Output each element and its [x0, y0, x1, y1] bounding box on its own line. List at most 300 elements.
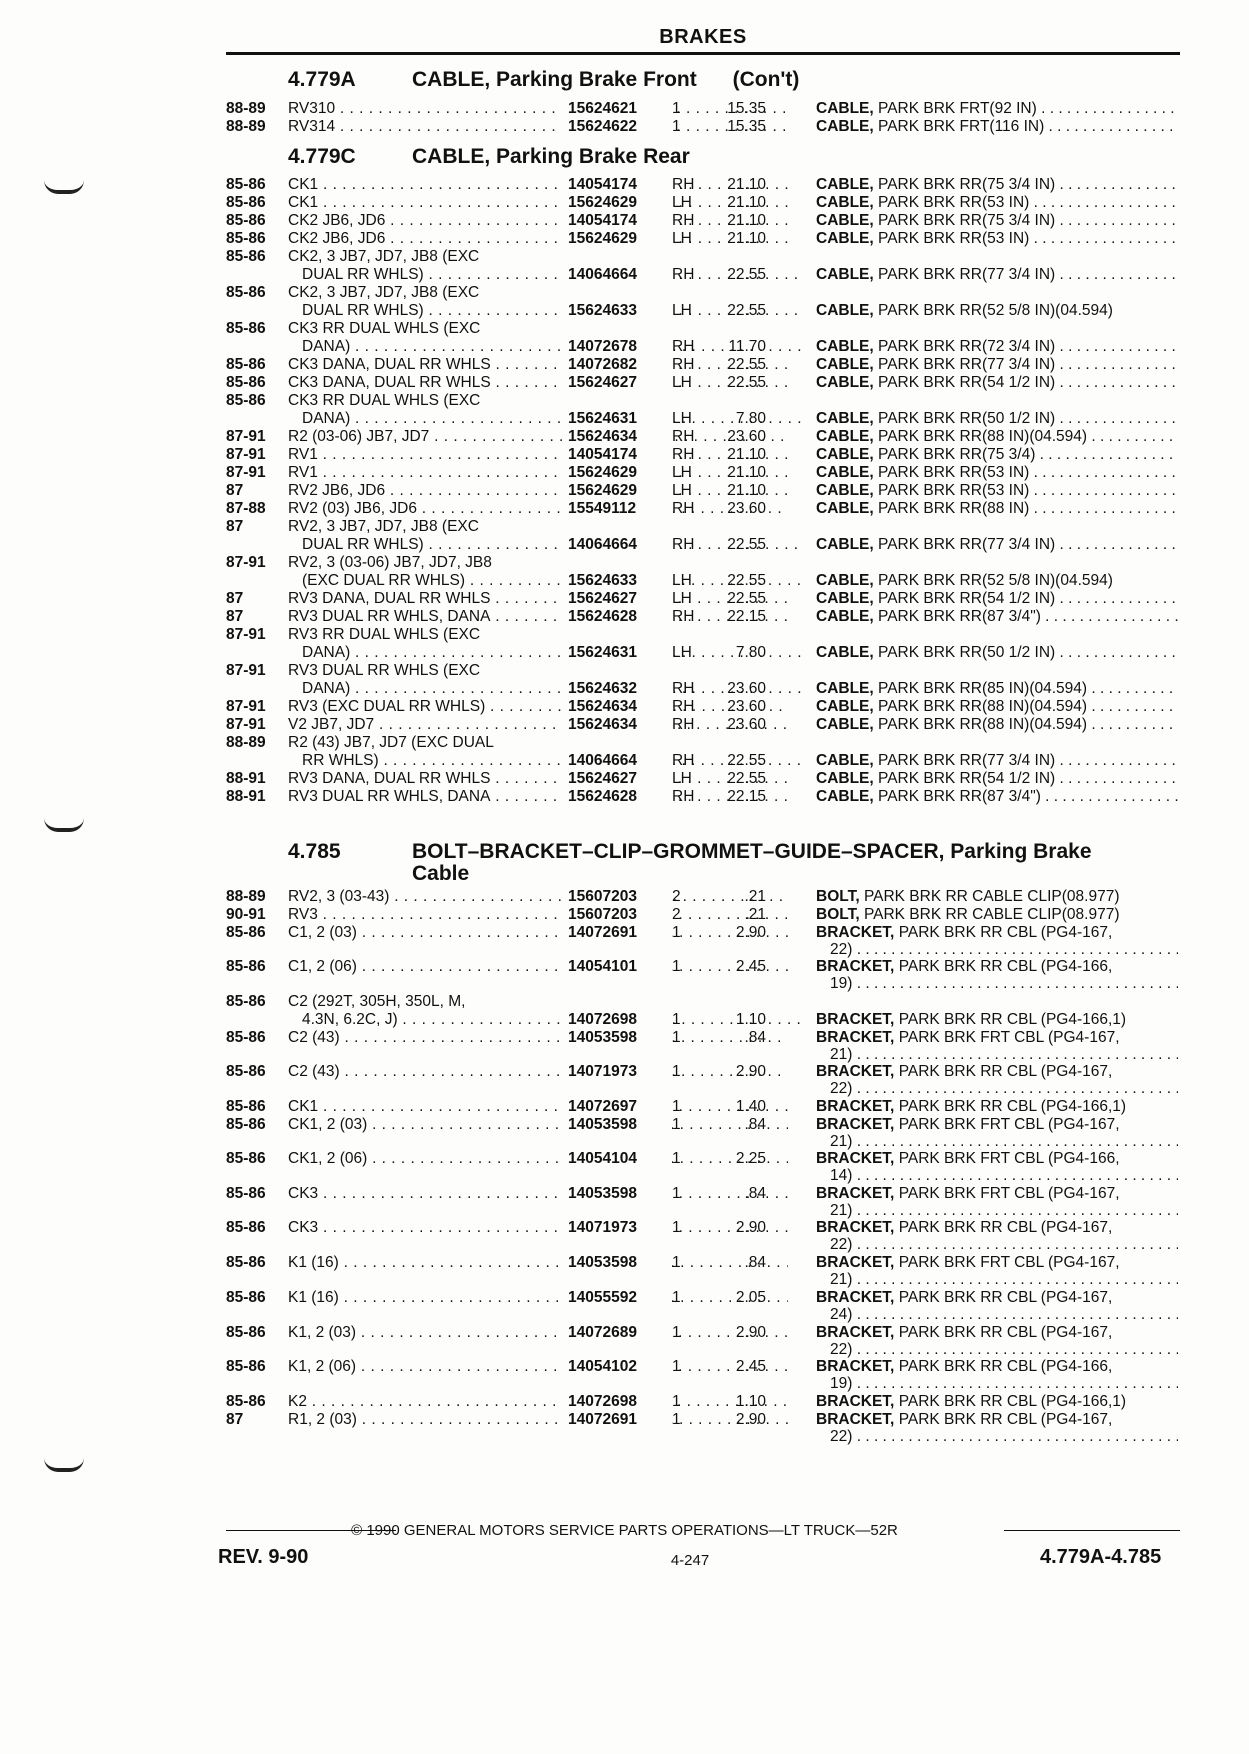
part-number-cell — [562, 1324, 672, 1342]
part-name: CABLE, — [816, 356, 874, 373]
revision-label: REV. 9-90 — [218, 1546, 309, 1568]
part-detail: PARK BRK RR(77 3/4 IN) — [878, 536, 1056, 553]
model-year: 85-86 — [226, 924, 266, 941]
part-number-cell — [562, 1289, 672, 1307]
price: 21.10 — [727, 194, 766, 211]
part-detail: PARK BRK RR CBL (PG4-167, — [898, 1411, 1113, 1428]
application-description: R2 (43) JB7, JD7 (EXC DUAL — [288, 734, 494, 751]
table-row — [226, 338, 1180, 356]
table-row — [226, 518, 1180, 536]
part-detail: PARK BRK RR(75 3/4 IN) — [878, 176, 1056, 193]
part-detail: PARK BRK FRT CBL (PG4-167, — [898, 1254, 1120, 1271]
part-name: CABLE, — [816, 500, 874, 517]
part-description — [816, 464, 1178, 482]
application-description: DUAL RR WHLS) . . . — [302, 536, 802, 554]
table-row-continuation — [226, 941, 1180, 959]
quantity-or-side: 1 — [672, 1011, 681, 1028]
table-row — [226, 608, 1180, 626]
part-number: 14072678 — [568, 338, 637, 355]
part-number: 14072691 — [568, 924, 637, 941]
part-number-cell — [562, 1011, 672, 1029]
application-description: (EXC DUAL RR WHLS) . . . — [302, 572, 802, 590]
part-detail-continued: 22) . . . — [830, 941, 1178, 959]
model-year: 85-86 — [226, 284, 266, 301]
application-description: CK2 JB6, JD6 . . . — [288, 230, 788, 248]
model-year: 85-86 — [226, 1029, 266, 1046]
price: 2.90 — [735, 1063, 766, 1080]
table-row-continuation — [226, 1271, 1180, 1289]
part-number: 15624631 — [568, 644, 637, 661]
price: 2.45 — [735, 958, 766, 975]
part-number: 14053598 — [568, 1029, 637, 1046]
table-row — [226, 1324, 1180, 1342]
part-number-cell — [562, 1029, 672, 1047]
part-name: CABLE, — [816, 446, 874, 463]
part-number: 14055592 — [568, 1289, 637, 1306]
part-number: 15624627 — [568, 590, 637, 607]
application-description: CK3 RR DUAL WHLS (EXC — [288, 320, 481, 337]
price: 23.60 — [727, 428, 766, 445]
part-detail: PARK BRK RR CBL (PG4-166,1) — [898, 1393, 1127, 1410]
part-detail-continued: 21) . . . — [830, 1133, 1178, 1151]
part-number: 15624633 — [568, 302, 637, 319]
table-row — [226, 320, 1180, 338]
model-year: 85-86 — [226, 194, 266, 211]
quantity-or-side: LH — [672, 374, 692, 391]
model-year: 87-91 — [226, 446, 266, 463]
table-row — [226, 464, 1180, 482]
part-number-cell — [562, 266, 672, 284]
part-number: 14072682 — [568, 356, 637, 373]
application-description: RV2, 3 (03-43) . . . — [288, 888, 788, 906]
price: .84 — [744, 1254, 766, 1271]
application-description: K1, 2 (06) . . . — [288, 1358, 788, 1376]
part-detail-continued: 19) . . . — [830, 1375, 1178, 1393]
application-description: RV3 RR DUAL WHLS (EXC — [288, 626, 481, 643]
part-number: 15607203 — [568, 888, 637, 905]
quantity-or-side: 1 — [672, 1116, 681, 1133]
application-description: CK1, 2 (03) . . . — [288, 1116, 788, 1134]
table-row — [226, 590, 1180, 608]
part-description — [816, 194, 1178, 212]
quantity-or-side: RH — [672, 752, 695, 769]
part-number: 15624632 — [568, 680, 637, 697]
binder-punch-mark-3 — [44, 1458, 84, 1472]
model-year: 87-88 — [226, 500, 266, 517]
section-heading-4779a — [288, 68, 799, 92]
table-row — [226, 958, 1180, 976]
application-description: CK1 . . . — [288, 194, 788, 212]
price: 2.90 — [735, 1411, 766, 1428]
part-detail: PARK BRK RR(52 5/8 IN)(04.594) — [878, 572, 1113, 589]
application-description: 4.3N, 6.2C, J) . . . — [302, 1011, 802, 1029]
model-year: 85-86 — [226, 993, 266, 1010]
part-number-cell — [562, 788, 672, 806]
part-number-cell — [562, 194, 672, 212]
table-row-continuation — [226, 1080, 1180, 1098]
quantity-or-side: 1 — [672, 118, 681, 135]
part-number-cell — [562, 230, 672, 248]
part-description — [816, 770, 1178, 788]
part-number: 14054174 — [568, 176, 637, 193]
part-description — [816, 590, 1178, 608]
price: .84 — [744, 1116, 766, 1133]
part-number-cell — [562, 212, 672, 230]
table-row — [226, 482, 1180, 500]
part-number: 15624628 — [568, 608, 637, 625]
part-name: CABLE, — [816, 410, 874, 427]
application-description: DUAL RR WHLS) . . . — [302, 302, 802, 320]
part-name: CABLE, — [816, 770, 874, 787]
table-row — [226, 212, 1180, 230]
part-detail: PARK BRK RR(88 IN)(04.594) — [878, 716, 1088, 733]
application-description: C2 (43) . . . — [288, 1029, 788, 1047]
quantity-or-side: LH — [672, 590, 692, 607]
part-detail: PARK BRK RR CBL (PG4-166, — [898, 1358, 1113, 1375]
part-name: CABLE, — [816, 212, 874, 229]
table-row — [226, 1393, 1180, 1411]
part-name: CABLE, — [816, 788, 874, 805]
part-detail: PARK BRK RR(75 3/4 IN) — [878, 212, 1056, 229]
quantity-or-side: LH — [672, 770, 692, 787]
part-number-cell — [562, 100, 672, 118]
part-number: 15624634 — [568, 698, 637, 715]
quantity-or-side: 1 — [672, 958, 681, 975]
table-row — [226, 176, 1180, 194]
model-year: 87-91 — [226, 716, 266, 733]
table-row — [226, 446, 1180, 464]
part-number-cell — [562, 1063, 672, 1081]
quantity-or-side: RH — [672, 536, 695, 553]
part-name: CABLE, — [816, 338, 874, 355]
part-number-cell — [562, 118, 672, 136]
price: 23.60 — [727, 680, 766, 697]
part-detail: PARK BRK RR CBL (PG4-167, — [898, 1324, 1113, 1341]
table-row — [226, 993, 1180, 1011]
price: .21 — [744, 888, 766, 905]
quantity-or-side: 1 — [672, 1098, 681, 1115]
section-continued: (Con't) — [732, 68, 800, 91]
part-number: 14072697 — [568, 1098, 637, 1115]
model-year: 87-91 — [226, 428, 266, 445]
part-name: CABLE, — [816, 118, 874, 135]
part-number-cell — [562, 464, 672, 482]
table-row-continuation — [226, 1046, 1180, 1064]
part-name: CABLE, — [816, 644, 874, 661]
part-number-cell — [562, 958, 672, 976]
part-number: 14072689 — [568, 1324, 637, 1341]
quantity-or-side: LH — [672, 572, 692, 589]
part-number-cell — [562, 428, 672, 446]
part-description — [816, 1358, 1178, 1376]
quantity-or-side: RH — [672, 338, 695, 355]
application-description: RV314 . . . — [288, 118, 788, 136]
part-name: BOLT, — [816, 888, 860, 905]
part-name: BRACKET, — [816, 1324, 895, 1341]
part-name: BRACKET, — [816, 1116, 895, 1133]
part-description — [816, 428, 1178, 446]
model-year: 85-86 — [226, 1116, 266, 1133]
price: 22.55 — [727, 536, 766, 553]
table-row — [226, 302, 1180, 320]
quantity-or-side: 1 — [672, 1411, 681, 1428]
application-description: RV1 . . . — [288, 464, 788, 482]
part-description — [816, 374, 1178, 392]
part-number-cell — [562, 1185, 672, 1203]
part-number: 15624633 — [568, 572, 637, 589]
model-year: 85-86 — [226, 374, 266, 391]
price: 11.70 — [728, 338, 766, 355]
application-description: CK3 . . . — [288, 1219, 788, 1237]
quantity-or-side: RH — [672, 500, 695, 517]
part-number: 14071973 — [568, 1219, 637, 1236]
part-number-cell — [562, 356, 672, 374]
part-number: 15624622 — [568, 118, 637, 135]
part-detail-continued: 22) . . . — [830, 1428, 1178, 1446]
part-number-cell — [562, 176, 672, 194]
part-description — [816, 338, 1178, 356]
table-row-continuation — [226, 1202, 1180, 1220]
part-number: 14071973 — [568, 1063, 637, 1080]
part-detail: PARK BRK RR CBL (PG4-167, — [898, 1219, 1113, 1236]
price: 22.15 — [727, 788, 766, 805]
application-description: RV2, 3 JB7, JD7, JB8 (EXC — [288, 518, 479, 535]
application-description: K1, 2 (03) . . . — [288, 1324, 788, 1342]
part-detail-continued: 21) . . . — [830, 1202, 1178, 1220]
quantity-or-side: RH — [672, 446, 695, 463]
application-description: K1 (16) . . . — [288, 1289, 788, 1307]
quantity-or-side: RH — [672, 428, 695, 445]
quantity-or-side: 2 — [672, 888, 681, 905]
table-row — [226, 1029, 1180, 1047]
table-row — [226, 554, 1180, 572]
quantity-or-side: RH — [672, 608, 695, 625]
application-description: CK1 . . . — [288, 1098, 788, 1116]
price: 7.80 — [735, 410, 766, 427]
section-heading-4785 — [288, 840, 1092, 864]
application-description: DUAL RR WHLS) . . . — [302, 266, 802, 284]
part-name: BRACKET, — [816, 1289, 895, 1306]
part-name: CABLE, — [816, 590, 874, 607]
part-number-cell — [562, 338, 672, 356]
application-description: DANA) . . . — [302, 410, 802, 428]
part-description — [816, 906, 1178, 924]
section-number: 4.785 — [288, 840, 341, 863]
price: .21 — [744, 906, 766, 923]
table-row — [226, 392, 1180, 410]
model-year: 87 — [226, 608, 244, 625]
application-description: CK3 DANA, DUAL RR WHLS . . . — [288, 356, 788, 374]
part-detail-continued: 14) . . . — [830, 1167, 1178, 1185]
part-detail-continued: 21) . . . — [830, 1271, 1178, 1289]
part-description — [816, 266, 1178, 284]
application-description: CK3 RR DUAL WHLS (EXC — [288, 392, 481, 409]
part-number-cell — [562, 410, 672, 428]
part-number: 14064664 — [568, 752, 637, 769]
part-number: 15624627 — [568, 374, 637, 391]
part-detail: PARK BRK RR(77 3/4 IN) — [878, 356, 1056, 373]
application-description: V2 JB7, JD7 . . . — [288, 716, 788, 734]
price: 22.55 — [727, 770, 766, 787]
part-number: 15624629 — [568, 194, 637, 211]
part-number: 14072698 — [568, 1011, 637, 1028]
copyright-notice: © 1990 GENERAL MOTORS SERVICE PARTS OPERATIONS—LT TRUCK—52R — [351, 1522, 898, 1539]
model-year: 88-89 — [226, 100, 266, 117]
model-year: 85-86 — [226, 1324, 266, 1341]
part-number-cell — [562, 680, 672, 698]
application-description: RV1 . . . — [288, 446, 788, 464]
price: 22.55 — [727, 752, 766, 769]
price: 2.25 — [735, 1150, 766, 1167]
application-description: RV3 DUAL RR WHLS, DANA . . . — [288, 788, 788, 806]
price: 21.10 — [727, 482, 766, 499]
part-number: 15624621 — [568, 100, 637, 117]
quantity-or-side: 1 — [672, 1029, 681, 1046]
part-number-cell — [562, 1150, 672, 1168]
application-description: RV2 (03) JB6, JD6 . . . — [288, 500, 788, 518]
model-year: 85-86 — [226, 1289, 266, 1306]
part-number: 14072698 — [568, 1393, 637, 1410]
table-row-continuation — [226, 1341, 1180, 1359]
part-number: 15624631 — [568, 410, 637, 427]
part-number: 14054101 — [568, 958, 637, 975]
part-detail: PARK BRK RR(88 IN)(04.594) — [878, 698, 1088, 715]
quantity-or-side: LH — [672, 410, 692, 427]
model-year: 85-86 — [226, 392, 266, 409]
table-row — [226, 284, 1180, 302]
part-name: BRACKET, — [816, 1185, 895, 1202]
part-number-cell — [562, 770, 672, 788]
table-row — [226, 1150, 1180, 1168]
model-year: 90-91 — [226, 906, 266, 923]
section-number: 4.779C — [288, 145, 356, 168]
quantity-or-side: LH — [672, 230, 692, 247]
price: 1.10 — [735, 1011, 766, 1028]
part-name: CABLE, — [816, 464, 874, 481]
part-name: CABLE, — [816, 194, 874, 211]
part-number: 15607203 — [568, 906, 637, 923]
part-detail: PARK BRK RR CBL (PG4-166,1) — [898, 1011, 1127, 1028]
part-description — [816, 924, 1178, 942]
part-number: 14053598 — [568, 1185, 637, 1202]
application-description: CK3 DANA, DUAL RR WHLS . . . — [288, 374, 788, 392]
table-row — [226, 698, 1180, 716]
part-detail: PARK BRK FRT(92 IN) — [878, 100, 1037, 117]
part-number-cell — [562, 302, 672, 320]
part-name: BRACKET, — [816, 1358, 895, 1375]
table-row-continuation — [226, 1167, 1180, 1185]
quantity-or-side: RH — [672, 788, 695, 805]
application-description: CK1, 2 (06) . . . — [288, 1150, 788, 1168]
part-number: 15549112 — [568, 500, 637, 517]
part-detail: PARK BRK RR(88 IN) — [878, 500, 1030, 517]
part-name: CABLE, — [816, 482, 874, 499]
application-description: RV310 . . . — [288, 100, 788, 118]
price: 2.90 — [735, 1219, 766, 1236]
part-detail: PARK BRK RR(87 3/4") — [878, 608, 1041, 625]
application-description: K1 (16) . . . — [288, 1254, 788, 1272]
table-row — [226, 374, 1180, 392]
part-number: 15624634 — [568, 428, 637, 445]
part-number-cell — [562, 644, 672, 662]
part-number: 14053598 — [568, 1116, 637, 1133]
part-name: BRACKET, — [816, 1150, 895, 1167]
table-row — [226, 788, 1180, 806]
table-row — [226, 230, 1180, 248]
part-number-cell — [562, 374, 672, 392]
part-detail: PARK BRK RR(54 1/2 IN) — [878, 374, 1056, 391]
part-name: BRACKET, — [816, 1063, 895, 1080]
table-row — [226, 500, 1180, 518]
part-number: 14054174 — [568, 446, 637, 463]
model-year: 88-89 — [226, 734, 266, 751]
table-row — [226, 924, 1180, 942]
part-detail: PARK BRK RR(54 1/2 IN) — [878, 770, 1056, 787]
table-row — [226, 1098, 1180, 1116]
part-description — [816, 1150, 1178, 1168]
table-row — [226, 626, 1180, 644]
price: 22.55 — [727, 356, 766, 373]
part-number: 14064664 — [568, 536, 637, 553]
part-name: CABLE, — [816, 536, 874, 553]
application-description: C2 (43) . . . — [288, 1063, 788, 1081]
price: 22.55 — [727, 266, 766, 283]
part-number-cell — [562, 1254, 672, 1272]
application-description: RV3 . . . — [288, 906, 788, 924]
price: .84 — [744, 1029, 766, 1046]
part-name: CABLE, — [816, 608, 874, 625]
part-number-cell — [562, 1098, 672, 1116]
part-number-cell — [562, 716, 672, 734]
part-number-cell — [562, 698, 672, 716]
application-description: DANA) . . . — [302, 680, 802, 698]
part-name: CABLE, — [816, 572, 874, 589]
page-number: 4-247 — [670, 1552, 710, 1569]
model-year: 87-91 — [226, 698, 266, 715]
model-year: 87 — [226, 482, 244, 499]
part-detail: PARK BRK RR(77 3/4 IN) — [878, 266, 1056, 283]
model-year: 87-91 — [226, 554, 266, 571]
price: 23.60 — [727, 698, 766, 715]
part-number: 14054174 — [568, 212, 637, 229]
application-description: DANA) . . . — [302, 644, 802, 662]
quantity-or-side: 1 — [672, 1393, 681, 1410]
price: 23.60 — [727, 716, 766, 733]
part-name: BRACKET, — [816, 1254, 895, 1271]
price: 21.10 — [727, 230, 766, 247]
table-row — [226, 1411, 1180, 1429]
quantity-or-side: 1 — [672, 1324, 681, 1341]
application-description: C1, 2 (06) . . . — [288, 958, 788, 976]
application-description: CK2, 3 JB7, JD7, JB8 (EXC — [288, 248, 480, 265]
model-year: 85-86 — [226, 1150, 266, 1167]
table-row — [226, 194, 1180, 212]
price: 22.15 — [727, 608, 766, 625]
application-description: DANA) . . . — [302, 338, 802, 356]
table-row — [226, 1289, 1180, 1307]
part-name: BRACKET, — [816, 1098, 895, 1115]
part-detail: PARK BRK RR(53 IN) — [878, 230, 1030, 247]
table-row — [226, 1219, 1180, 1237]
part-number: 14064664 — [568, 266, 637, 283]
quantity-or-side: 1 — [672, 1185, 681, 1202]
part-description — [816, 1254, 1178, 1272]
part-detail: PARK BRK RR(50 1/2 IN) — [878, 410, 1056, 427]
table-row — [226, 888, 1180, 906]
part-number-cell — [562, 590, 672, 608]
part-description — [816, 1029, 1178, 1047]
price: 21.10 — [727, 446, 766, 463]
